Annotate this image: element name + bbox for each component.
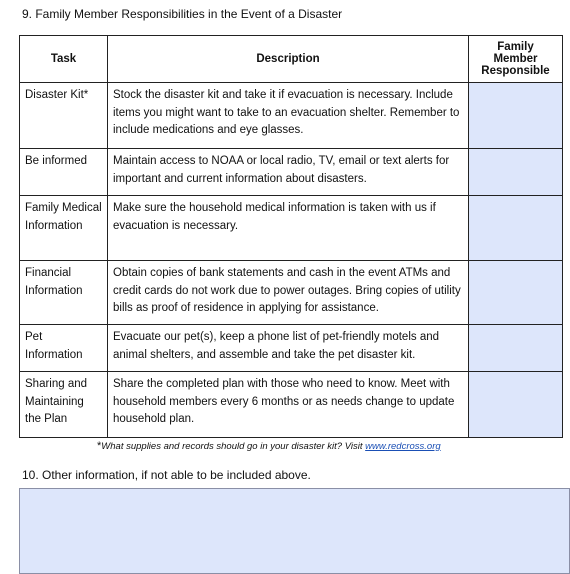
redcross-link[interactable]: www.redcross.org <box>365 441 441 452</box>
header-responsible: Family Member Responsible <box>469 36 563 83</box>
responsible-field[interactable] <box>469 372 563 438</box>
header-description: Description <box>108 36 469 83</box>
table-row <box>20 83 563 149</box>
table-row <box>20 261 563 325</box>
task-cell: Be informed <box>20 149 108 196</box>
section-9-heading: 9. Family Member Responsibilities in the Event of a Disaster <box>22 7 343 21</box>
table-header-row <box>20 36 563 83</box>
responsible-field[interactable] <box>469 261 563 325</box>
table-row <box>20 196 563 261</box>
description-cell: Make sure the household medical information is taken with us if evacuation is necessary. <box>108 196 469 261</box>
section-10-heading: 10. Other information, if not able to be included above. <box>22 468 311 482</box>
task-cell: Family Medical Information <box>20 196 108 261</box>
table-row <box>20 325 563 372</box>
responsible-field[interactable] <box>469 83 563 149</box>
footnote-text: What supplies and records should go in your disaster kit? Visit <box>101 441 366 452</box>
table-row <box>20 149 563 196</box>
other-information-field[interactable] <box>19 488 570 574</box>
description-cell: Stock the disaster kit and take it if evacuation is necessary. Include items you might want to take to an evacuation shelter. Remember to include medications and eye glasses. <box>108 83 469 149</box>
responsibilities-table <box>19 35 563 438</box>
header-task: Task <box>20 36 108 83</box>
description-cell: Obtain copies of bank statements and cash in the event ATMs and credit cards do not work due to power outages. Bring copies of utility bills as proof of residence in applying for assistance. <box>108 261 469 325</box>
responsible-field[interactable] <box>469 325 563 372</box>
task-cell: Sharing and Maintaining the Plan <box>20 372 108 438</box>
description-cell: Evacuate our pet(s), keep a phone list of pet-friendly motels and animal shelters, and assemble and take the pet disaster kit. <box>108 325 469 372</box>
footnote <box>97 440 441 452</box>
responsible-field[interactable] <box>469 196 563 261</box>
responsible-field[interactable] <box>469 149 563 196</box>
table-row <box>20 372 563 438</box>
task-cell: Pet Information <box>20 325 108 372</box>
description-cell: Share the completed plan with those who need to know. Meet with household members every 6 months or as needs change to update household plan. <box>108 372 469 438</box>
footnote-asterisk: * <box>97 440 102 452</box>
task-cell: Financial Information <box>20 261 108 325</box>
description-cell: Maintain access to NOAA or local radio, TV, email or text alerts for important and current information about disasters. <box>108 149 469 196</box>
task-cell: Disaster Kit* <box>20 83 108 149</box>
